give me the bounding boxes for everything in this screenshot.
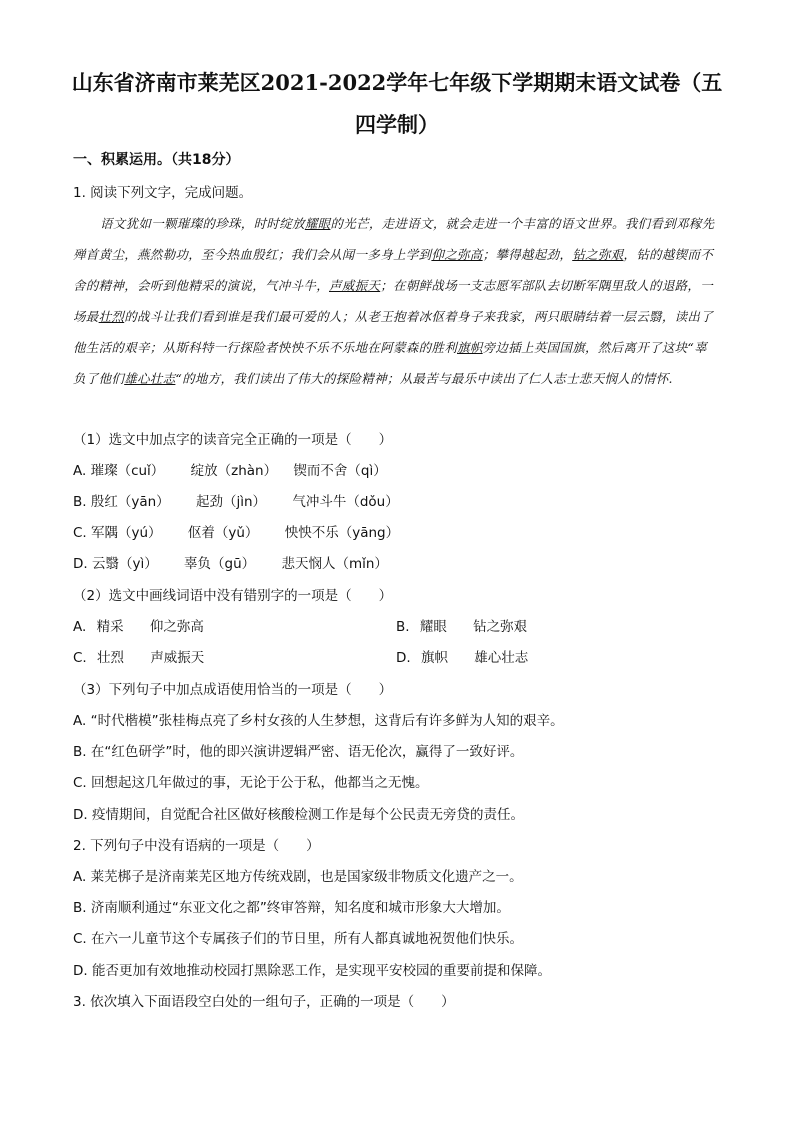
reading-passage [73,208,719,394]
exam-title-line2: 四学制） [355,112,439,137]
q1-sub1-option-b[interactable] [73,492,399,512]
option-a-item3: 锲而不舍（qì） [293,463,387,479]
passage-text: “的地方，我们读出了伟大的探险精神；从最苦与最乐中读出了仁人志士悲天悯人的情怀. [175,371,673,386]
q2-option-b[interactable]: B. 济南顺利通过“东亚文化之都”终审答辩，知名度和城市形象大大增加。 [73,900,510,916]
option-d-item2: 辜负（gū） [184,556,256,572]
passage-text: ；在朝鲜战场一支志愿军部队去切断军隅里敌人的退路，一场最 [73,278,714,324]
q2-option-d[interactable]: D. 能否更加有效地推动校园打黑除恶工作，是实现平安校园的重要前提和保障。 [73,963,551,979]
option-label: A. [73,619,87,635]
underlined-word: 旗帜 [457,340,483,355]
q1-sub2-option-b[interactable] [396,617,527,637]
option-word2: 仰之弥高 [149,619,204,635]
underlined-word: 声威振天 [329,278,381,293]
option-label: D. [396,650,411,666]
option-label: B. [396,619,410,635]
underlined-word: 雄心壮志 [124,371,176,386]
q1-sub3-option-b[interactable]: B. 在“红色研学”时，他的即兴演讲逻辑严密、语无伦次，赢得了一致好评。 [73,744,524,760]
passage-text: 的光芒，走进语文，就会走进一个丰富的语文世界。我们看到邓稼先殚首黄尘，燕然勒功，至今热血殷红；我们会从闻一多身上学到 [73,216,715,262]
q2-option-c[interactable]: C. 在六一儿童节这个专属孩子们的节日里，所有人都真诚地祝贺他们快乐。 [73,931,524,947]
option-word2: 钻之弥艰 [473,619,528,635]
underlined-word: 耀眼 [304,216,331,231]
q1-sub3-stem: （3）下列句子中加点成语使用恰当的一项是（ ） [73,682,393,698]
passage-text: 语文犹如一颗璀璨的珍珠，时时绽放 [100,216,305,231]
q2-option-a[interactable]: A. 莱芜梆子是济南莱芜区地方传统戏剧，也是国家级非物质文化遗产之一。 [73,869,523,885]
q1-sub2-option-d[interactable] [396,648,528,668]
question-1-stem: 1. 阅读下列文字，完成问题。 [73,185,253,201]
passage-text: ；攀得越起劲， [482,247,573,262]
passage-text: ，钻的越锲而不舍的精神，会听到他精采的演说，气冲斗牛， [73,247,714,293]
option-d-item3: 悲天悯人（mǐn） [281,556,388,572]
option-c-item1: C. 军隅（yú） [73,525,162,541]
underlined-word: 钻之弥艰 [572,247,624,262]
q1-sub1-stem: （1）选文中加点字的读音完全正确的一项是（ ） [73,432,393,448]
option-label: C. [73,650,87,666]
q1-sub1-option-c[interactable] [73,523,399,543]
option-a-item1: A. 璀璨（cuǐ） [73,463,165,479]
option-word2: 雄心壮志 [474,650,529,666]
option-d-item1: D. 云翳（yì） [73,556,158,572]
option-word1: 精采 [96,619,124,635]
option-c-item3: 怏怏不乐（yāng） [284,525,400,541]
section-heading: 一、积累运用。（共18分） [73,152,240,168]
passage-text: 旁边插上英国国旗，然后离开了这块“辜负了他们 [73,340,707,386]
option-b-item3: 气冲斗牛（dǒu） [292,494,399,510]
option-word1: 旗帜 [420,650,448,666]
option-word1: 耀眼 [419,619,447,635]
question-3-stem: 3. 依次填入下面语段空白处的一组句子，正确的一项是（ ） [73,994,455,1010]
q1-sub1-option-a[interactable] [73,461,387,481]
passage-text: 的战斗让我们看到谁是我们最可爱的人；从老王抱着冰伛着身子来我家，两只眼睛结着一层云翳，读出了他生活的艰辛；从斯科特一行探险者怏怏不乐不乐地在阿蒙森的胜利 [73,309,714,355]
q1-sub2-option-a[interactable] [73,617,204,637]
q1-sub3-option-a[interactable]: A. “时代楷模”张桂梅点亮了乡村女孩的人生梦想，这背后有许多鲜为人知的艰辛。 [73,713,564,729]
q1-sub2-stem: （2）选文中画线词语中没有错别字的一项是（ ） [73,588,393,604]
option-b-item1: B. 殷红（yān） [73,494,170,510]
option-word1: 壮烈 [97,650,125,666]
q1-sub1-option-d[interactable] [73,554,388,574]
underlined-word: 仰之弥高 [431,247,483,262]
option-b-item2: 起劲（jìn） [195,494,267,510]
exam-title-line1: 山东省济南市莱芜区2021-2022学年七年级下学期期末语文试卷（五 [71,70,723,95]
option-a-item2: 绽放（zhàn） [190,463,278,479]
underlined-word: 壮烈 [98,309,125,324]
option-c-item2: 伛着（yǔ） [187,525,259,541]
q1-sub2-option-c[interactable] [73,648,204,668]
question-2-stem: 2. 下列句子中没有语病的一项是（ ） [73,838,320,854]
option-word2: 声威振天 [150,650,205,666]
q1-sub3-option-c[interactable]: C. 回想起这几年做过的事，无论于公于私，他都当之无愧。 [73,775,429,791]
q1-sub3-option-d[interactable]: D. 疫情期间，自觉配合社区做好核酸检测工作是每个公民责无旁贷的责任。 [73,807,524,823]
